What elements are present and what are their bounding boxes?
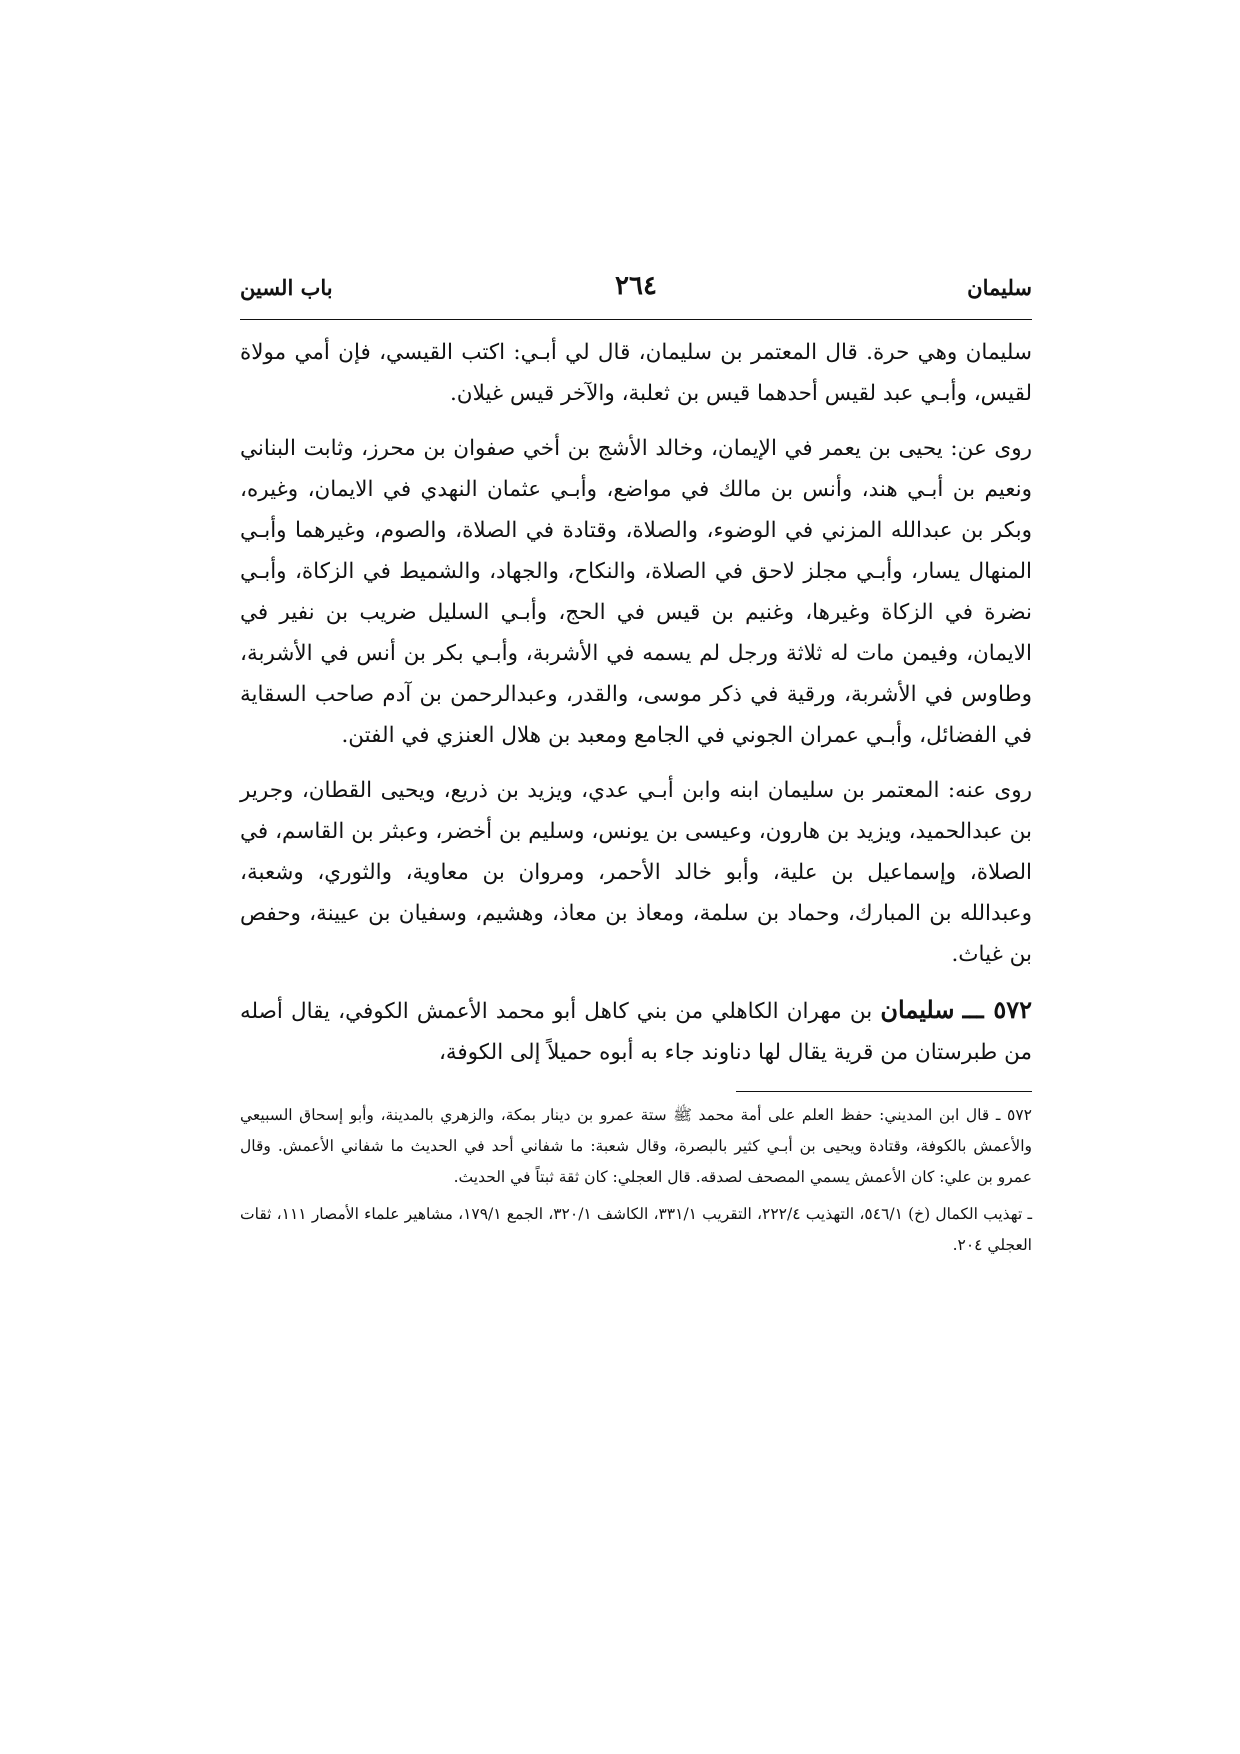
entry-number: ٥٧٢ ـــ bbox=[962, 995, 1033, 1024]
header-chapter-name: باب السين bbox=[240, 275, 333, 300]
header-entry-name: سليمان bbox=[967, 275, 1032, 300]
footnote-separator bbox=[736, 1091, 1032, 1092]
paragraph-narrated-by: روى عنه: المعتمر بن سليمان ابنه وابن أبـي عدي، ويزيد بن ذريع، ويحيى القطان، وجرير بن عبدالحميد، ويزيد بن هارون، وعيسى بن يونس، وسليم بن أخضر، وعبثر بن القاسم، في الصلاة، وإسماعيل بن علية، وأبو خالد الأحمر، ومروان بن معاوية، والثوري، وشعبة، وعبدالله بن المبارك، وحماد بن سلمة، ومعاذ بن معاذ، وهشيم، وسفيان بن عيينة، وحفص بن غياث. bbox=[240, 778, 1032, 967]
paragraph-narrated-from: روى عن: يحيى بن يعمر في الإيمان، وخالد الأشج بن أخي صفوان بن محرز، وثابت البناني ونعيم بن أبـي هند، وأنس بن مالك في مواضع، وأبـي عثمان النهدي في الايمان، وغيره، وبكر بن عبدالله المزني في الوضوء، والصلاة، وقتادة في الصلاة، والصوم، وغيرهما وأبـي المنهال يسار، وأبـي مجلز لاحق في الصلاة، والنكاح، والجهاد، والشميط في الزكاة، وأبـي نضرة في الزكاة وغيرها، وغنيم بن قيس في الحج، وأبـي السليل ضريب بن نفير في الايمان، وفيمن مات له ثلاثة ورجل لم يسمه في الأشربة، وأبـي بكر بن أنس في الأشربة، وطاوس في الأشربة، ورقية في ذكر موسى، والقدر، وعبدالرحمن بن آدم صاحب السقاية في الفضائل، وأبـي عمران الجوني في الجامع ومعبد بن هلال العنزي في الفتن. bbox=[240, 436, 1032, 748]
footnote-biography: ٥٧٢ ـ قال ابن المديني: حفظ العلم على أمة محمد ﷺ ستة عمرو بن دينار بمكة، والزهري بالمدينة، وأبو إسحاق السبيعي والأعمش بالكوفة، وقتادة ويحيى بن أبـي كثير بالبصرة، وقال شعبة: ما شفاني أحد في الحديث ما شفاني الأعمش. وقال عمرو بن علي: كان الأعمش يسمي المصحف لصدقه. قال العجلي: كان ثقة ثبتاً في الحديث. bbox=[240, 1106, 1032, 1186]
paragraph-entry-572 bbox=[240, 989, 1032, 1073]
page-number: ٢٦٤ bbox=[615, 271, 657, 301]
entry-headword: سليمان bbox=[880, 995, 955, 1024]
entry-text: بن مهران الكاهلي من بني كاهل أبو محمد الأعمش الكوفي، يقال أصله من طبرستان من قرية يقال لها دناوند جاء به أبوه حميلاً إلى الكوفة، bbox=[240, 999, 1032, 1065]
running-header bbox=[240, 271, 1032, 320]
footnote-references: ـ تهذيب الكمال (خ) ٥٤٦/١، التهذيب ٢٢٢/٤، التقريب ٣٣١/١، الكاشف ٣٢٠/١، الجمع ١٧٩/١، مشاهير علماء الأمصار ١١١، ثقات العجلي ٢٠٤. bbox=[240, 1205, 1032, 1254]
book-page bbox=[240, 271, 1033, 1261]
paragraph-continuation: سليمان وهي حرة. قال المعتمر بن سليمان، قال لي أبـي: اكتب القيسي، فإن أمي مولاة لقيس، وأبـي عبد لقيس أحدهما قيس بن ثعلبة، والآخر قيس غيلان. bbox=[240, 340, 1032, 406]
